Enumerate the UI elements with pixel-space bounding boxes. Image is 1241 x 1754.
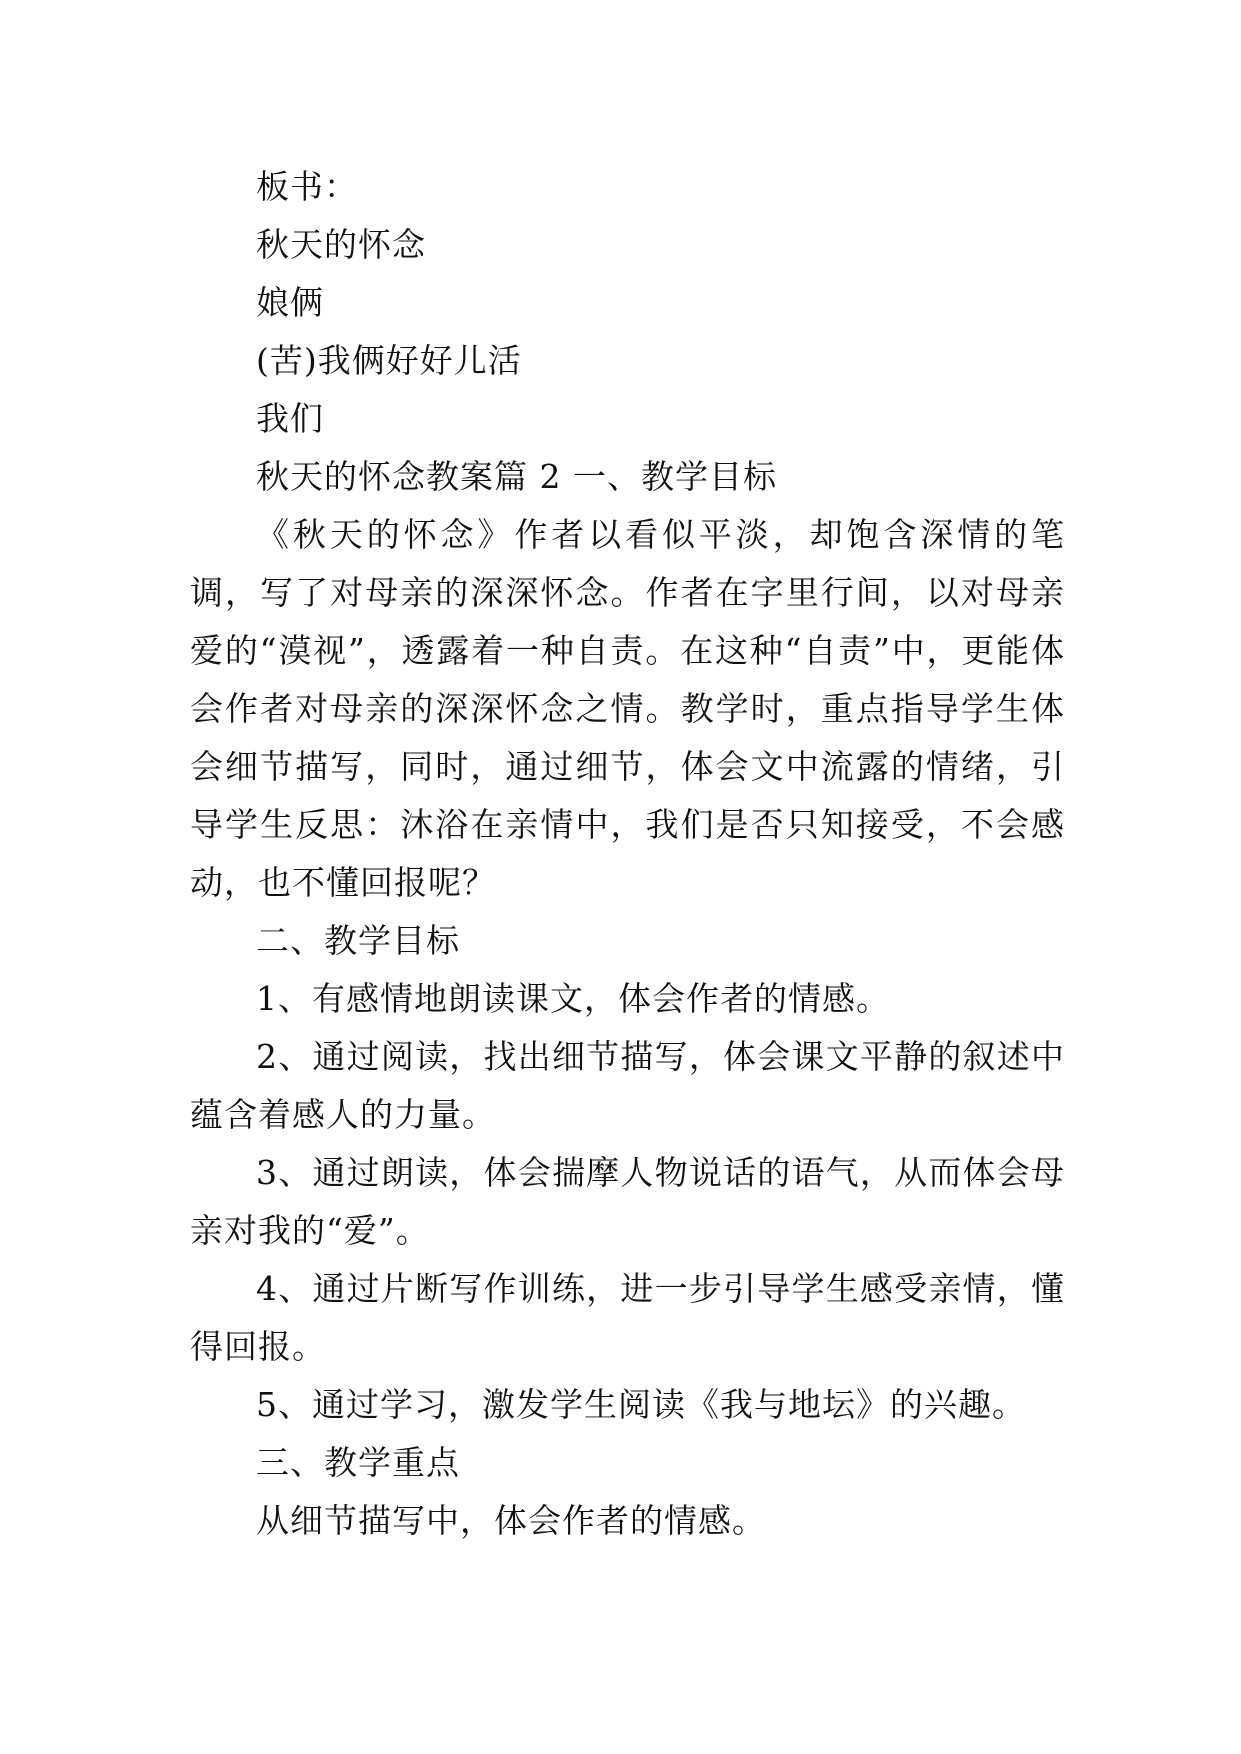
goal-item-5: 5、通过学习，激发学生阅读《我与地坛》的兴趣。 (256, 1385, 1026, 1424)
board-line-we: 我们 (256, 399, 324, 438)
board-line-title: 秋天的怀念 (256, 225, 426, 264)
goal-item-1: 1、有感情地朗读课文，体会作者的情感。 (256, 979, 890, 1018)
section-heading-goals: 二、教学目标 (256, 921, 460, 960)
intro-paragraph: 《秋天的怀念》作者以看似平淡，却饱含深情的笔调，写了对母亲的深深怀念。作者在字里行间，以对母亲爱的“漠视”，透露着一种自责。在这种“自责”中，更能体会作者对母亲的深深怀念之情。教学时，重点指导学生体会细节描写，同时，通过细节，体会文中流露的情绪，引导学生反思：沐浴在亲情中，我们是否只知接受，不会感动，也不懂回报呢？ (190, 515, 1065, 902)
goal-item-2: 2、通过阅读，找出细节描写，体会课文平静的叙述中蕴含着感人的力量。 (190, 1037, 1065, 1134)
board-line-mother-son: 娘俩 (256, 283, 324, 322)
key-points-text: 从细节描写中，体会作者的情感。 (256, 1501, 766, 1540)
document-body (190, 158, 1065, 1550)
board-line-live-well: (苦)我俩好好儿活 (256, 341, 522, 380)
goal-item-3: 3、通过朗读，体会揣摩人物说话的语气，从而体会母亲对我的“爱”。 (190, 1153, 1065, 1250)
section-heading-key-points: 三、教学重点 (256, 1443, 460, 1482)
section-heading-lesson2: 秋天的怀念教案篇 2 一、教学目标 (256, 457, 777, 496)
board-label: 板书： (256, 167, 358, 206)
goal-item-4: 4、通过片断写作训练，进一步引导学生感受亲情，懂得回报。 (190, 1269, 1065, 1366)
